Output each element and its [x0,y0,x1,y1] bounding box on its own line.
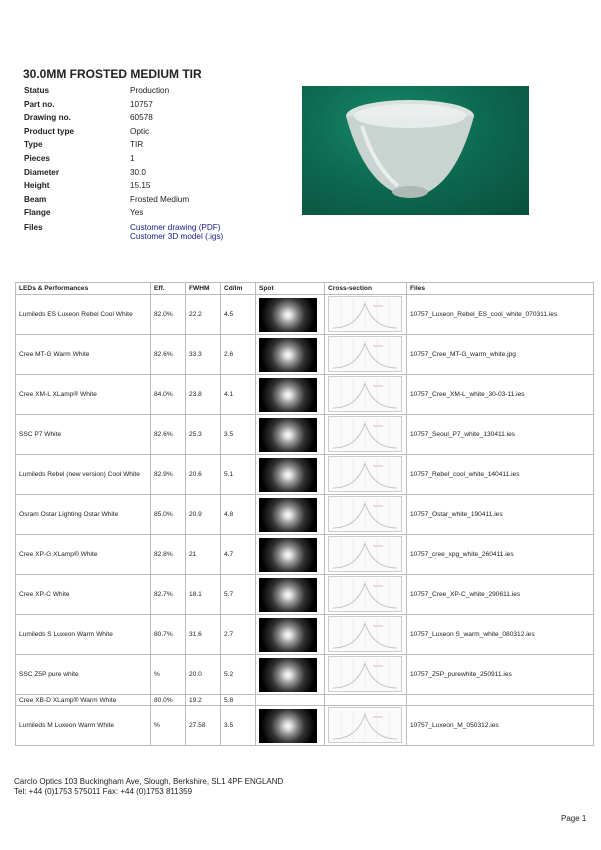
spot-cell [256,495,325,535]
ies-file-link[interactable]: 10757_Ostar_white_190411.ies [407,495,594,535]
spec-key: Beam [24,194,47,204]
cross-section-cell [325,415,407,455]
table-row [16,695,594,706]
lens-image [302,86,529,215]
cd-per-lm: 4.7 [221,535,256,575]
cross-section-plot [328,616,402,652]
spot-cell [256,706,325,746]
spot-cell [256,535,325,575]
files-row [24,223,280,241]
spec-row [24,181,280,195]
table-row [16,706,594,746]
fwhm: 27.58 [186,706,221,746]
led-name: SSC P7 White [16,415,151,455]
spec-key: Part no. [24,99,55,109]
spot-cell [256,655,325,695]
led-name: Cree XM-L XLamp® White [16,375,151,415]
fwhm: 23.8 [186,375,221,415]
ies-file-link[interactable]: 10757_Cree_XM-L_white_30-03-11.ies [407,375,594,415]
table-row [16,455,594,495]
spec-value: Optic [130,126,150,136]
spec-value: 60578 [130,113,153,123]
spot-cell [256,295,325,335]
cross-section-cell [325,495,407,535]
spot-image [259,658,317,692]
spec-key: Status [24,86,50,95]
column-header: Eff. [151,283,186,295]
spec-row [24,100,280,114]
led-name: Lumileds ES Luxeon Rebel Cool White [16,295,151,335]
efficiency: 80.0% [151,695,186,706]
column-header: LEDs & Performances [16,283,151,295]
efficiency: 84.0% [151,375,186,415]
spec-key: Type [24,140,43,150]
spot-cell [256,695,325,706]
led-name: SSC Z5P pure white [16,655,151,695]
spec-value: 10757 [130,99,153,109]
table-row [16,655,594,695]
spot-cell [256,615,325,655]
cross-section-plot [328,296,402,332]
cross-section-cell [325,615,407,655]
spec-row [24,113,280,127]
led-name: Cree XB-D XLamp® Warm White [16,695,151,706]
cd-per-lm: 3.5 [221,415,256,455]
spot-image [259,378,317,412]
file-link[interactable]: Customer 3D model (.igs) [130,231,224,241]
fwhm: 19.2 [186,695,221,706]
fwhm: 31.6 [186,615,221,655]
cross-section-plot [328,336,402,372]
led-name: Lumileds M Luxeon Warm White [16,706,151,746]
cross-section-cell [325,706,407,746]
ies-file-link[interactable]: 10757_Luxeon S_warm_white_080312.ies [407,615,594,655]
cross-section-plot [328,536,402,572]
spec-row [24,168,280,182]
spot-image [259,709,317,743]
spot-cell [256,335,325,375]
spot-cell [256,415,325,455]
spec-key: Diameter [24,167,60,177]
spec-row [24,195,280,209]
cross-section-plot [328,416,402,452]
led-name: Cree XP-G XLamp® White [16,535,151,575]
table-row [16,335,594,375]
file-links [130,223,280,241]
efficiency: 85.0% [151,495,186,535]
cd-per-lm: 5.7 [221,575,256,615]
cross-section-plot [328,656,402,692]
ies-file-link[interactable]: 10757_Luxeon_Rebel_ES_cool_white_070311.ies [407,295,594,335]
file-link[interactable]: Customer drawing (PDF) [130,222,221,232]
footer-address: Carclo Optics 103 Buckingham Ave, Slough, Berkshire, SL1 4PF ENGLAND [14,777,284,786]
cross-section-cell [325,455,407,495]
cross-section-cell [325,295,407,335]
cd-per-lm: 4.5 [221,295,256,335]
column-header: FWHM [186,283,221,295]
spec-key: Drawing no. [24,113,71,123]
cd-per-lm: 2.7 [221,615,256,655]
spot-cell [256,575,325,615]
product-title: 30.0MM FROSTED MEDIUM TIR [23,67,202,81]
efficiency: % [151,655,186,695]
table-row [16,615,594,655]
efficiency: 82.9% [151,455,186,495]
spec-key: Flange [24,208,51,218]
page-number: Page 1 [561,814,587,823]
led-name: Lumileds Rebel (new version) Cool White [16,455,151,495]
spec-row [24,208,280,222]
cd-per-lm: 5.8 [221,695,256,706]
table-row [16,535,594,575]
spot-image [259,618,317,652]
spot-cell [256,375,325,415]
cd-per-lm: 5.1 [221,455,256,495]
spec-row [24,140,280,154]
table-row [16,375,594,415]
spec-list [24,86,280,241]
fwhm: 21 [186,535,221,575]
spec-value: TIR [130,140,144,150]
cross-section-cell [325,655,407,695]
spot-image [259,458,317,492]
fwhm: 22.2 [186,295,221,335]
fwhm: 20.9 [186,495,221,535]
cd-per-lm: 5.2 [221,655,256,695]
cd-per-lm: 4.1 [221,375,256,415]
efficiency: 82.6% [151,335,186,375]
column-header: Cross-section [325,283,407,295]
spec-value: Production [130,86,170,95]
spec-key: Height [24,181,50,191]
spec-row [24,154,280,168]
ies-file-link[interactable]: 10757_cree_xpg_white_260411.ies [407,535,594,575]
spot-image [259,578,317,612]
spec-value: 1 [130,153,135,163]
led-name: Osram Ostar Lighting Ostar White [16,495,151,535]
column-header: Cd/lm [221,283,256,295]
cross-section-plot [328,707,402,743]
efficiency: 82.0% [151,295,186,335]
spec-value: 15.15 [130,181,151,191]
cross-section-cell [325,535,407,575]
spec-row [24,127,280,141]
table-row [16,295,594,335]
ies-file-link[interactable]: 10757_Z5P_purewhite_250911.ies [407,655,594,695]
cross-section-cell [325,335,407,375]
efficiency: 82.6% [151,415,186,455]
fwhm: 20.6 [186,455,221,495]
cross-section-cell [325,575,407,615]
cross-section-cell [325,695,407,706]
ies-file-link[interactable]: 10757_Seoul_P7_white_130411.ies [407,415,594,455]
ies-file-link [407,695,594,706]
spec-value: Yes [130,208,144,218]
spot-image [259,338,317,372]
led-name: Cree XP-C White [16,575,151,615]
performance-table [15,282,594,746]
ies-file-link[interactable]: 10757_Luxeon_M_050312.ies [407,706,594,746]
table-row [16,575,594,615]
spec-key: Product type [24,126,75,136]
cd-per-lm: 2.6 [221,335,256,375]
fwhm: 25.3 [186,415,221,455]
spec-value: Frosted Medium [130,194,190,204]
efficiency: 82.7% [151,575,186,615]
spot-image [259,498,317,532]
cd-per-lm: 3.5 [221,706,256,746]
cross-section-cell [325,375,407,415]
fwhm: 20.0 [186,655,221,695]
cross-section-plot [328,376,402,412]
column-header: Files [407,283,594,295]
ies-file-link[interactable]: 10757_Cree_MT-G_warm_white.jpg [407,335,594,375]
cross-section-plot [328,456,402,492]
efficiency: 80.7% [151,615,186,655]
footer [14,777,283,797]
efficiency: 82.8% [151,535,186,575]
led-name: Lumileds S Luxeon Warm White [16,615,151,655]
spot-image [259,538,317,572]
table-row [16,495,594,535]
column-header: Spot [256,283,325,295]
footer-contact: Tel: +44 (0)1753 575011 Fax: +44 (0)1753 811359 [14,787,193,796]
spec-value: 30.0 [130,167,146,177]
spot-cell [256,455,325,495]
spec-key: Pieces [24,153,50,163]
spot-image [259,298,317,332]
spec-row [24,86,280,100]
cross-section-plot [328,496,402,532]
cross-section-plot [328,576,402,612]
fwhm: 18.1 [186,575,221,615]
spec-key: Files [24,222,43,232]
table-row [16,415,594,455]
led-name: Cree MT-G Warm White [16,335,151,375]
spot-image [259,418,317,452]
fwhm: 33.3 [186,335,221,375]
ies-file-link[interactable]: 10757_Cree_XP-C_white_290611.ies [407,575,594,615]
product-photo [302,86,529,215]
cd-per-lm: 4.8 [221,495,256,535]
ies-file-link[interactable]: 10757_Rebel_cool_white_140411.ies [407,455,594,495]
efficiency: % [151,706,186,746]
